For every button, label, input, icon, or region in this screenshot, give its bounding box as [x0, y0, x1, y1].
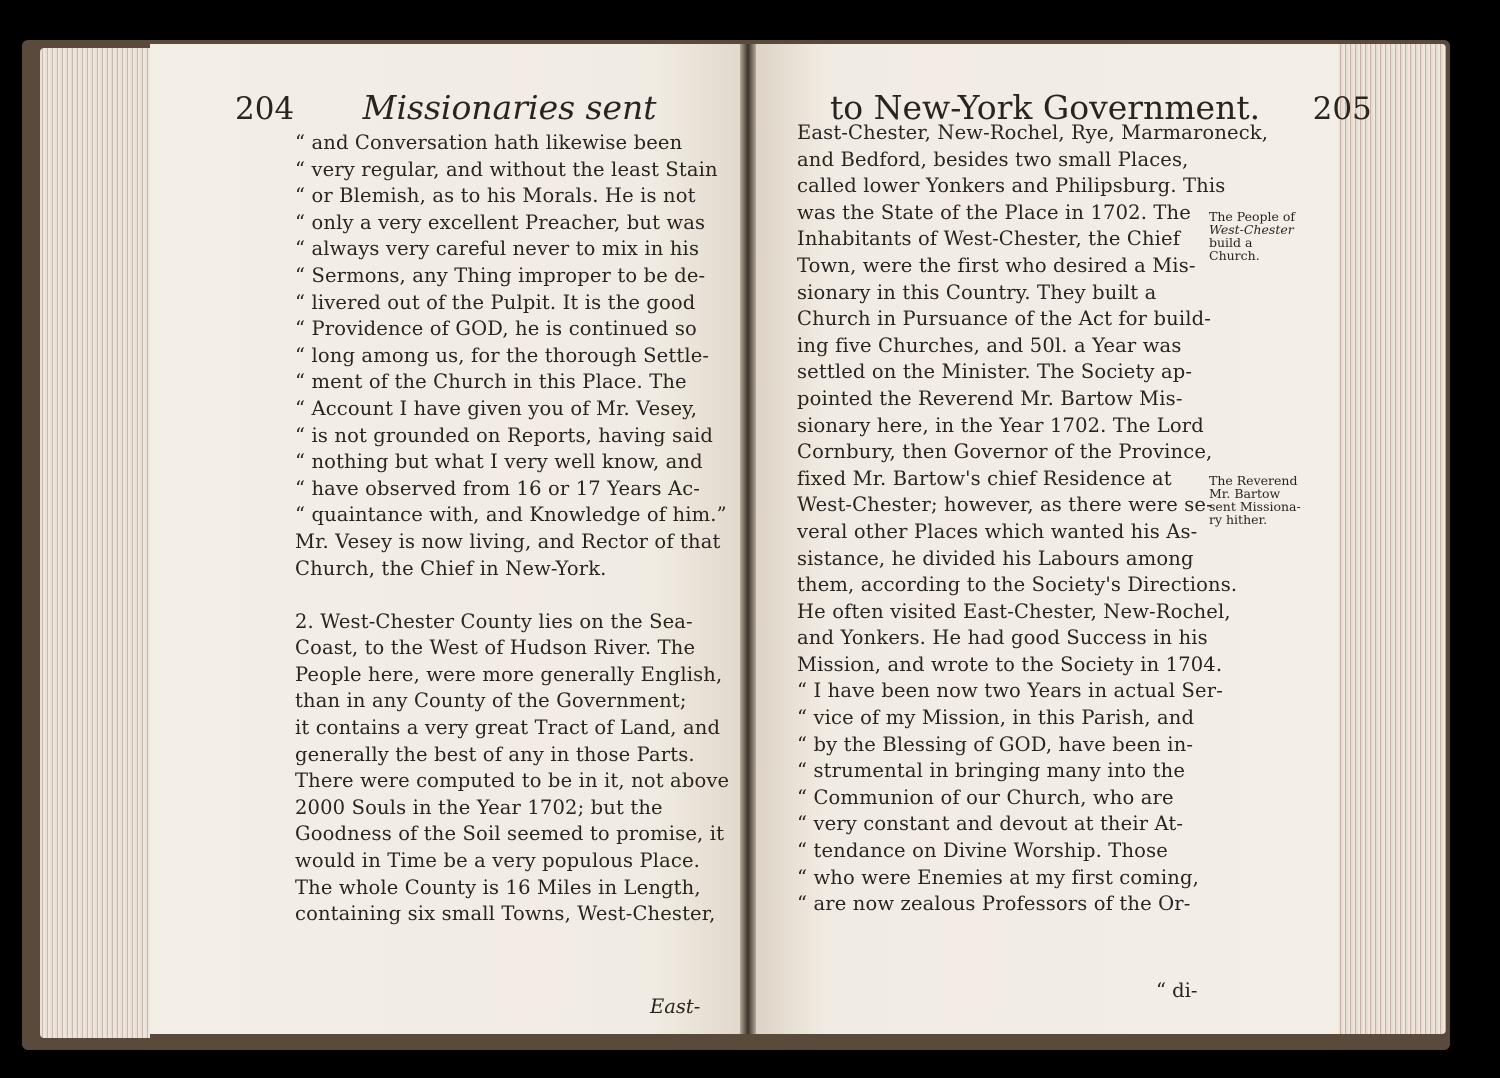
text-line: veral other Places which wanted his As- — [797, 519, 1198, 543]
text-line: Mission, and wrote to the Society in 1704. — [797, 652, 1223, 676]
book-gutter — [740, 44, 756, 1034]
text-line: “ tendance on Divine Worship. Those — [797, 839, 1168, 863]
page-number-left: 204 — [235, 91, 295, 127]
catchword-right: “ di- — [1156, 979, 1198, 1002]
text-line: sionary here, in the Year 1702. The Lord — [797, 413, 1204, 437]
text-line: “ who were Enemies at my first coming, — [797, 865, 1199, 889]
text-line: and Yonkers. He had good Success in his — [797, 626, 1208, 650]
text-line: generally the best of any in those Parts. — [295, 742, 695, 766]
side-note-line: ry hither. — [1209, 512, 1268, 527]
text-line: “ very constant and devout at their At- — [797, 812, 1184, 836]
text-line: There were computed to be in it, not above — [295, 769, 730, 793]
text-line: “ only a very excellent Preacher, but was — [295, 210, 706, 234]
text-line: People here, were more generally English, — [295, 662, 723, 686]
page-edges-right — [1338, 44, 1446, 1034]
text-line: “ and Conversation hath likewise been — [295, 131, 683, 154]
text-line: Church in Pursuance of the Act for build- — [797, 307, 1211, 331]
text-line: called lower Yonkers and Philipsburg. This — [797, 174, 1226, 198]
text-line: ing five Churches, and 50l. a Year was — [797, 333, 1182, 357]
text-line: “ long among us, for the thorough Settle- — [295, 343, 710, 367]
text-line: 2. West-Chester County lies on the Sea- — [295, 609, 693, 633]
text-line: Coast, to the West of Hudson River. The — [295, 636, 696, 660]
page-number-right: 205 — [1312, 91, 1372, 127]
side-note-line: sent Missiona- — [1209, 499, 1301, 514]
text-line: East-Chester, New-Rochel, Rye, Marmaroneck, — [797, 121, 1269, 144]
text-line: “ nothing but what I very well know, and — [295, 450, 703, 474]
side-note-line: The Reverend — [1209, 473, 1298, 488]
text-line: settled on the Minister. The Society ap- — [797, 360, 1193, 384]
text-line: it contains a very great Tract of Land, and — [295, 716, 721, 740]
text-line: He often visited East-Chester, New-Rochel, — [797, 599, 1231, 623]
text-line: than in any County of the Government; — [295, 689, 687, 713]
left-running-head — [235, 88, 657, 127]
text-line: The whole County is 16 Miles in Length, — [295, 875, 701, 899]
text-line: Cornbury, then Governor of the Province, — [797, 440, 1213, 464]
text-line: would in Time be a very populous Place. — [295, 849, 701, 873]
text-line: Inhabitants of West-Chester, the Chief — [797, 227, 1181, 251]
text-line: “ very regular, and without the least Stain — [295, 157, 718, 181]
text-line: and Bedford, besides two small Places, — [797, 147, 1189, 171]
text-line: “ I have been now two Years in actual Ser- — [797, 679, 1223, 703]
text-line: Mr. Vesey is now living, and Rector of that — [295, 529, 721, 553]
text-line: “ have observed from 16 or 17 Years Ac- — [295, 476, 700, 500]
running-head-title-right: to New-York Government. — [830, 88, 1261, 127]
text-line: 2000 Souls in the Year 1702; but the — [295, 795, 663, 819]
side-note-line: Mr. Bartow — [1209, 486, 1281, 501]
text-line: “ Account I have given you of Mr. Vesey, — [295, 396, 698, 420]
side-note-line: The People of — [1209, 209, 1296, 224]
text-line: “ Communion of our Church, who are — [797, 785, 1174, 809]
catchword-left: East- — [650, 995, 701, 1018]
right-page — [756, 44, 1372, 1034]
side-note-line: Church. — [1209, 248, 1260, 263]
running-head-title-left: Missionaries sent — [362, 88, 657, 127]
text-line: “ strumental in bringing many into the — [797, 759, 1186, 783]
text-line: “ always very careful never to mix in his — [295, 237, 700, 261]
text-line: “ Sermons, any Thing improper to be de- — [295, 263, 706, 287]
text-line: was the State of the Place in 1702. The — [797, 200, 1191, 224]
text-line: sistance, he divided his Labours among — [797, 546, 1194, 570]
side-note-line: build a — [1209, 235, 1253, 250]
text-line: “ livered out of the Pulpit. It is the good — [295, 290, 696, 314]
page-edges-left — [40, 48, 150, 1038]
left-page-text — [295, 130, 730, 928]
text-line: West-Chester; however, as there were se- — [797, 493, 1213, 517]
text-line: “ Providence of GOD, he is continued so — [295, 317, 697, 341]
side-note-people — [1209, 210, 1295, 262]
text-line: Goodness of the Soil seemed to promise, it — [295, 822, 725, 846]
text-line: “ vice of my Mission, in this Parish, and — [797, 706, 1195, 730]
text-line: “ or Blemish, as to his Morals. He is not — [295, 184, 696, 208]
text-line: sionary in this Country. They built a — [797, 280, 1157, 304]
text-line: “ are now zealous Professors of the Or- — [797, 892, 1191, 916]
side-note-line: West-Chester — [1209, 222, 1294, 237]
text-line — [295, 582, 705, 609]
text-line: fixed Mr. Bartow's chief Residence at — [797, 466, 1172, 490]
text-line: “ by the Blessing of GOD, have been in- — [797, 732, 1194, 756]
side-note-reverend — [1209, 474, 1301, 526]
text-line: “ is not grounded on Reports, having said — [295, 423, 713, 447]
text-line: containing six small Towns, West-Chester, — [295, 902, 716, 926]
left-page — [150, 44, 740, 1034]
text-line: “ quaintance with, and Knowledge of him.” — [295, 503, 727, 527]
text-line: pointed the Reverend Mr. Bartow Mis- — [797, 386, 1183, 410]
text-line: them, according to the Society's Directions. — [797, 573, 1238, 597]
text-line: Town, were the first who desired a Mis- — [797, 253, 1196, 277]
text-line: Church, the Chief in New-York. — [295, 556, 607, 580]
text-line: “ ment of the Church in this Place. The — [295, 370, 687, 394]
